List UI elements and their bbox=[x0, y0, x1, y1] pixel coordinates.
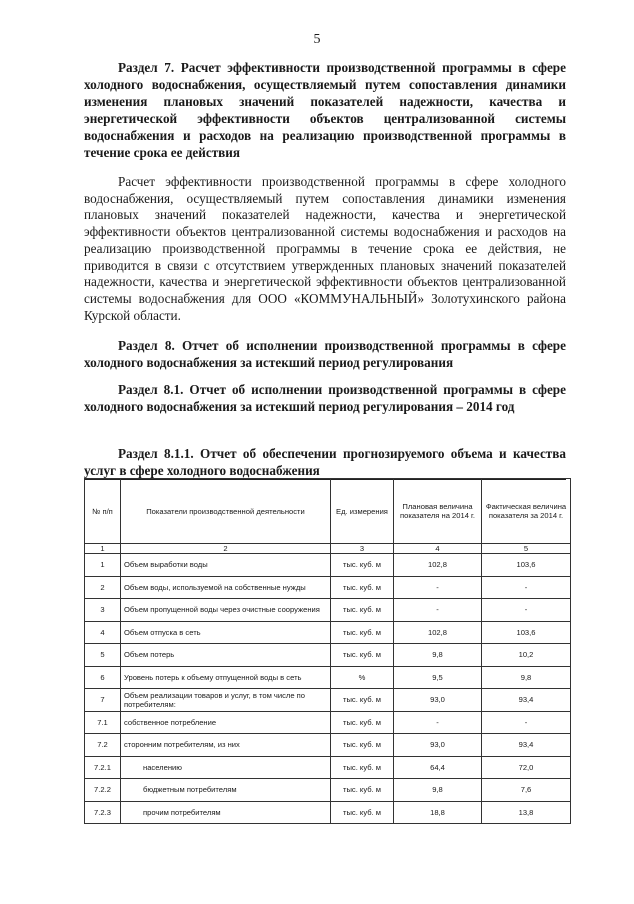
cell-name: собственное потребление bbox=[121, 711, 331, 734]
cell-plan: - bbox=[394, 599, 482, 622]
cell-plan: 9,8 bbox=[394, 644, 482, 667]
cell-unit: % bbox=[331, 666, 394, 689]
table-row bbox=[85, 756, 571, 779]
cell-name: населению bbox=[121, 756, 331, 779]
section-7-paragraph: Расчет эффективности производственной программы в сфере холодного водоснабжения, осуществляемый путем сопоставления динамики изменения плановых значений показателей надежности, качества и энергетической эффективности объектов централизованной системы водоснабжения и расходов на реализацию производственной программы в течение срока ее действия, не приводится в связи с отсутствием утвержденных плановых значений показателей надежности, качества и энергетической эффективности объектов централизованной системы водоснабжения для ООО «КОММУНАЛЬНЫЙ» Золотухинского района Курской области. bbox=[84, 174, 566, 323]
cell-num: 7.2.1 bbox=[85, 756, 121, 779]
section-8 bbox=[84, 337, 566, 371]
cell-num: 7.2 bbox=[85, 734, 121, 757]
cell-name: бюджетным потребителям bbox=[121, 779, 331, 802]
cell-name: Объем потерь bbox=[121, 644, 331, 667]
cell-fact: 13,8 bbox=[482, 801, 571, 824]
table-row bbox=[85, 801, 571, 824]
col-number: 2 bbox=[121, 544, 331, 554]
section-8-1 bbox=[84, 381, 566, 415]
cell-num: 7.1 bbox=[85, 711, 121, 734]
cell-num: 7 bbox=[85, 689, 121, 712]
report-table bbox=[84, 478, 571, 824]
cell-plan: - bbox=[394, 576, 482, 599]
cell-num: 6 bbox=[85, 666, 121, 689]
cell-unit: тыс. куб. м bbox=[331, 599, 394, 622]
cell-unit: тыс. куб. м bbox=[331, 801, 394, 824]
cell-name: прочим потребителям bbox=[121, 801, 331, 824]
cell-fact: 7,6 bbox=[482, 779, 571, 802]
cell-num: 7.2.2 bbox=[85, 779, 121, 802]
table-row bbox=[85, 576, 571, 599]
cell-name: Объем воды, используемой на собственные нужды bbox=[121, 576, 331, 599]
table-row bbox=[85, 554, 571, 577]
cell-plan: 102,8 bbox=[394, 621, 482, 644]
cell-unit: тыс. куб. м bbox=[331, 576, 394, 599]
table-row bbox=[85, 779, 571, 802]
cell-name: Объем выработки воды bbox=[121, 554, 331, 577]
table-row bbox=[85, 734, 571, 757]
header-unit: Ед. измерения bbox=[331, 479, 394, 544]
cell-fact: 103,6 bbox=[482, 554, 571, 577]
table-row bbox=[85, 621, 571, 644]
cell-num: 1 bbox=[85, 554, 121, 577]
section-8-1-title: Раздел 8.1. Отчет об исполнении производственной программы в сфере холодного водоснабжения за истекший период регулирования – 2014 год bbox=[84, 382, 566, 414]
col-number: 4 bbox=[394, 544, 482, 554]
page-number: 5 bbox=[313, 32, 321, 47]
cell-num: 3 bbox=[85, 599, 121, 622]
section-8-title: Раздел 8. Отчет об исполнении производственной программы в сфере холодного водоснабжения за истекший период регулирования bbox=[84, 338, 566, 370]
cell-name: сторонним потребителям, из них bbox=[121, 734, 331, 757]
cell-name: Объем реализации товаров и услуг, в том числе по потребителям: bbox=[121, 689, 331, 712]
cell-fact: 72,0 bbox=[482, 756, 571, 779]
table-row bbox=[85, 644, 571, 667]
table-row bbox=[85, 666, 571, 689]
cell-fact: 93,4 bbox=[482, 734, 571, 757]
col-number: 3 bbox=[331, 544, 394, 554]
cell-num: 7.2.3 bbox=[85, 801, 121, 824]
section-7-body bbox=[84, 174, 566, 324]
cell-name: Объем пропущенной воды через очистные сооружения bbox=[121, 599, 331, 622]
cell-fact: 10,2 bbox=[482, 644, 571, 667]
cell-fact: 103,6 bbox=[482, 621, 571, 644]
header-name: Показатели производственной деятельности bbox=[121, 479, 331, 544]
cell-fact: - bbox=[482, 711, 571, 734]
cell-name: Уровень потерь к объему отпущенной воды в сеть bbox=[121, 666, 331, 689]
cell-plan: 93,0 bbox=[394, 689, 482, 712]
section-7-title: Раздел 7. Расчет эффективности производственной программы в сфере холодного водоснабжения, осуществляемый путем сопоставления динамики изменения плановых значений показателей надежности, качества и энергетической эффективности объектов централизованной системы водоснабжения и расходов на реализацию производственной программы в течение срока ее действия bbox=[84, 60, 566, 160]
cell-plan: 9,8 bbox=[394, 779, 482, 802]
cell-unit: тыс. куб. м bbox=[331, 711, 394, 734]
cell-plan: 102,8 bbox=[394, 554, 482, 577]
table-column-numbers-row bbox=[85, 544, 571, 554]
cell-unit: тыс. куб. м bbox=[331, 644, 394, 667]
section-8-1-1-title: Раздел 8.1.1. Отчет об обеспечении прогнозируемого объема и качества услуг в сфере холодного водоснабжения bbox=[84, 446, 566, 478]
cell-fact: - bbox=[482, 599, 571, 622]
table-header-row bbox=[85, 479, 571, 544]
cell-num: 2 bbox=[85, 576, 121, 599]
col-number: 5 bbox=[482, 544, 571, 554]
section-8-1-1 bbox=[84, 445, 566, 480]
cell-unit: тыс. куб. м bbox=[331, 621, 394, 644]
cell-fact: 9,8 bbox=[482, 666, 571, 689]
cell-unit: тыс. куб. м bbox=[331, 554, 394, 577]
section-7 bbox=[84, 59, 566, 161]
cell-fact: - bbox=[482, 576, 571, 599]
table-row bbox=[85, 689, 571, 712]
cell-plan: 18,8 bbox=[394, 801, 482, 824]
header-num: № п/п bbox=[85, 479, 121, 544]
cell-plan: 64,4 bbox=[394, 756, 482, 779]
cell-unit: тыс. куб. м bbox=[331, 734, 394, 757]
col-number: 1 bbox=[85, 544, 121, 554]
cell-num: 4 bbox=[85, 621, 121, 644]
table-row bbox=[85, 711, 571, 734]
cell-unit: тыс. куб. м bbox=[331, 779, 394, 802]
header-fact: Фактическая величина показателя за 2014 г. bbox=[482, 479, 571, 544]
cell-unit: тыс. куб. м bbox=[331, 689, 394, 712]
cell-plan: - bbox=[394, 711, 482, 734]
header-plan: Плановая величина показателя на 2014 г. bbox=[394, 479, 482, 544]
cell-plan: 93,0 bbox=[394, 734, 482, 757]
cell-plan: 9,5 bbox=[394, 666, 482, 689]
cell-num: 5 bbox=[85, 644, 121, 667]
table-row bbox=[85, 599, 571, 622]
cell-name: Объем отпуска в сеть bbox=[121, 621, 331, 644]
cell-unit: тыс. куб. м bbox=[331, 756, 394, 779]
cell-fact: 93,4 bbox=[482, 689, 571, 712]
